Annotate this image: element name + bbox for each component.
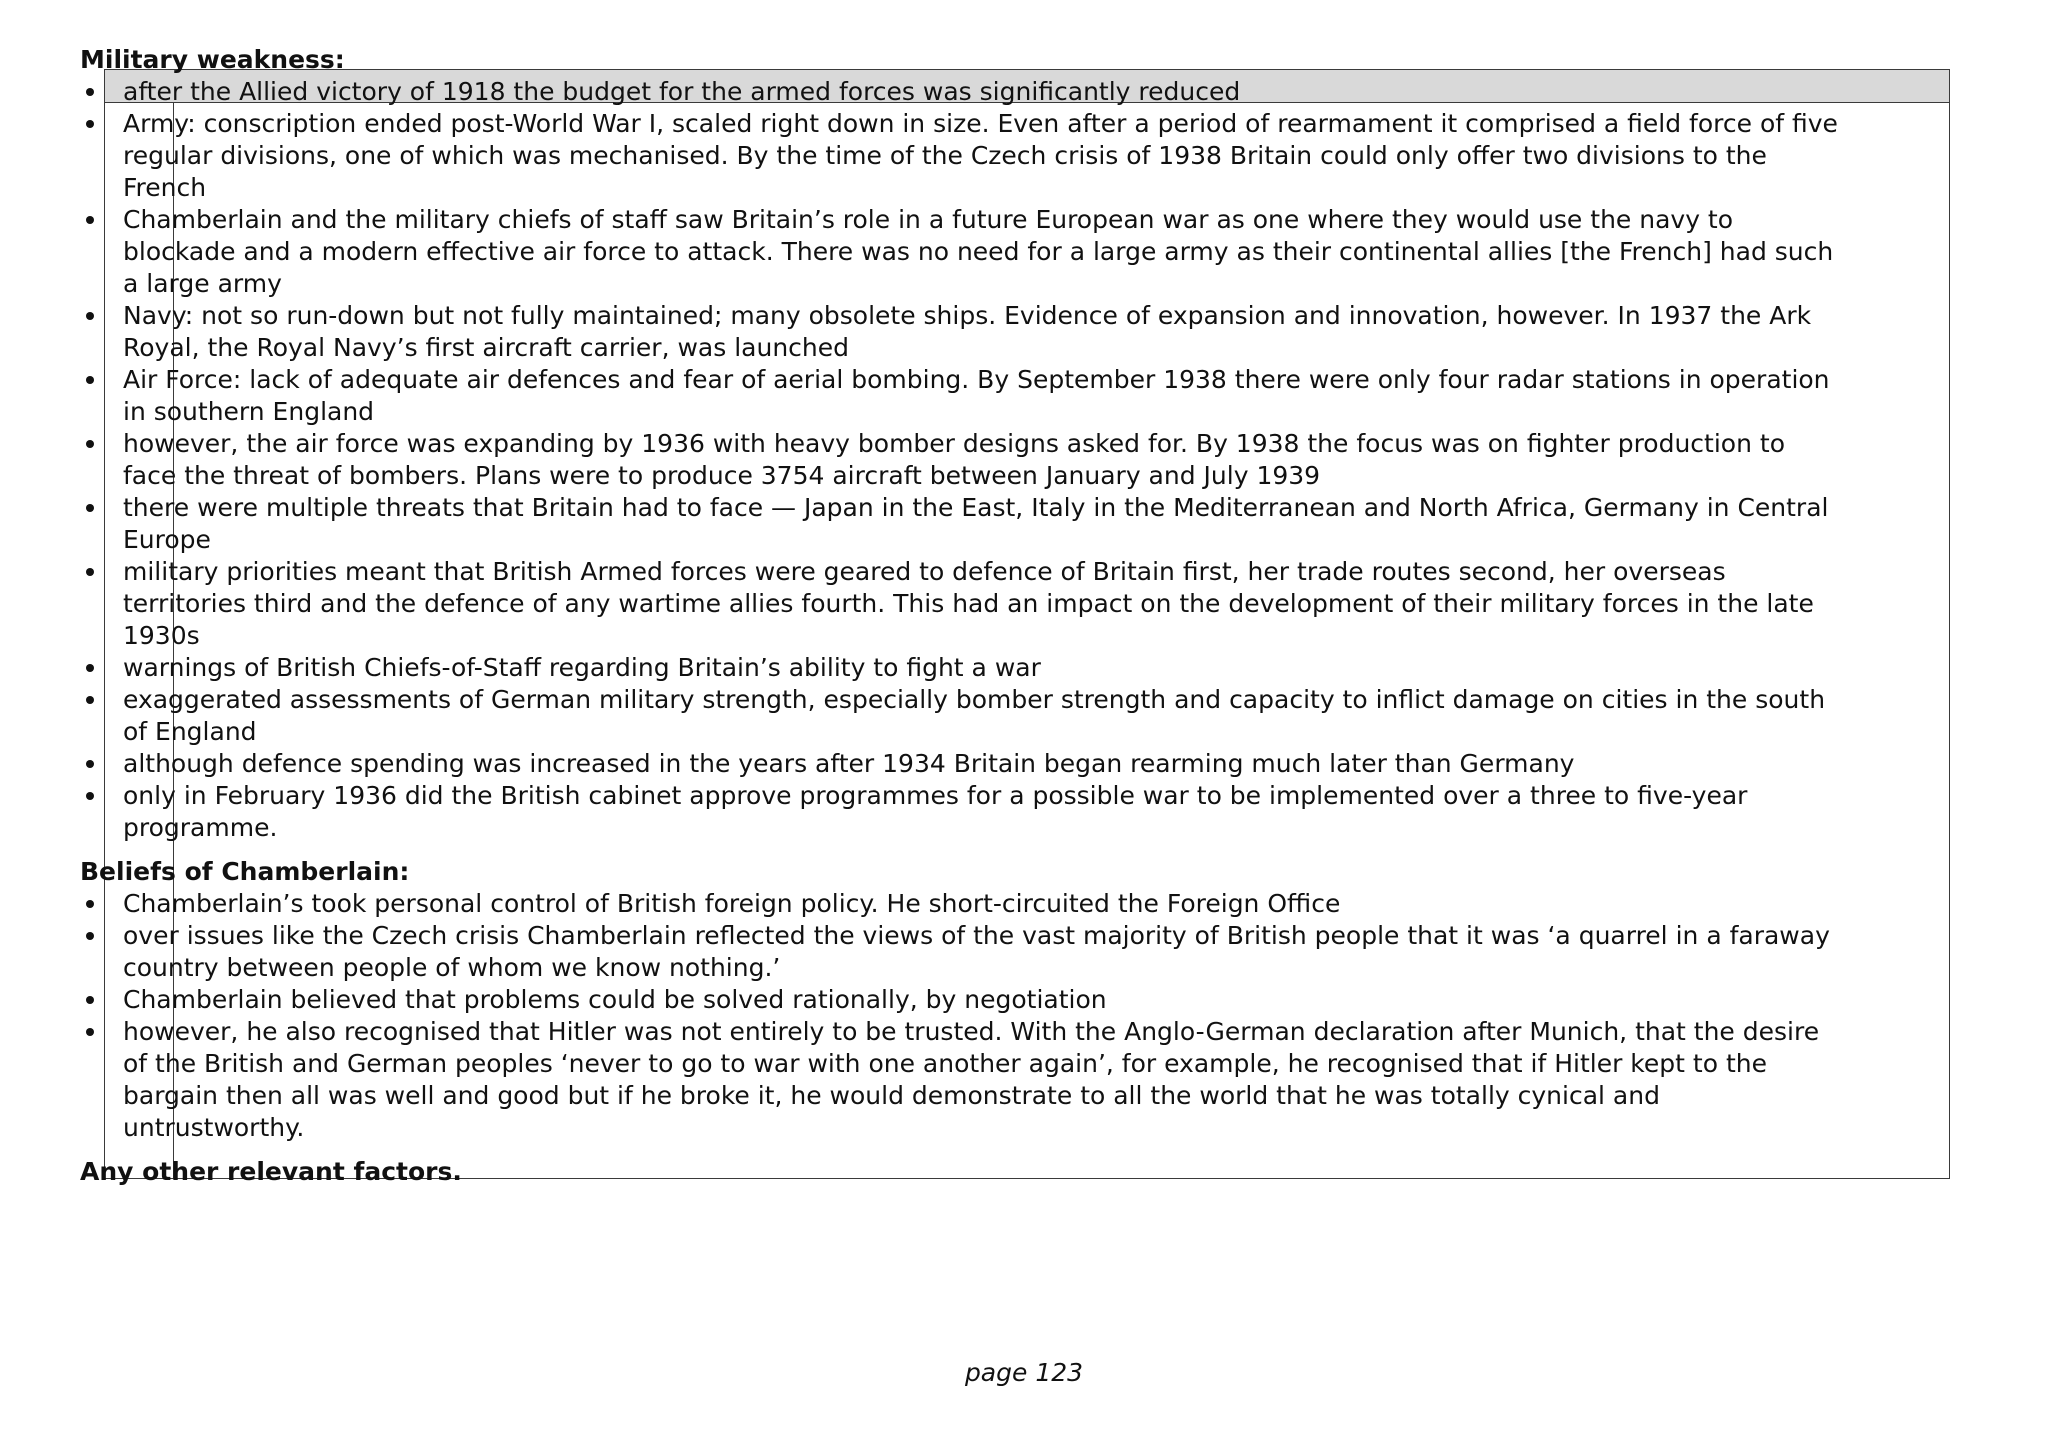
section-heading-military-weakness: Military weakness:	[80, 45, 345, 74]
closing-heading: Any other relevant factors.	[80, 1157, 462, 1186]
list-item	[80, 556, 1840, 652]
bullet-icon	[86, 312, 94, 320]
bullet-icon	[86, 376, 94, 384]
list-item-text: although defence spending was increased in the years after 1934 Britain began rearming much later than Germany	[123, 749, 1575, 778]
bullet-icon	[86, 88, 94, 96]
list-item-text: Air Force: lack of adequate air defences and fear of aerial bombing. By September 1938 there were only four radar stations in operation in southern England	[123, 365, 1830, 426]
list-item	[80, 1016, 1840, 1144]
list-item	[80, 492, 1840, 556]
table-content	[80, 44, 1840, 1188]
list-item-text: military priorities meant that British Armed forces were geared to defence of Britain first, her trade routes second, her overseas territories third and the defence of any wartime allies fourth. This had an impact on the development of their military forces in the late 1930s	[123, 557, 1814, 650]
bullet-icon	[86, 664, 94, 672]
bullet-icon	[86, 120, 94, 128]
list-item	[80, 684, 1840, 748]
bullet-icon	[86, 792, 94, 800]
section-heading-beliefs-of-chamberlain: Beliefs of Chamberlain:	[80, 857, 410, 886]
page-number: page 123	[964, 1358, 1084, 1387]
bullet-icon	[86, 1028, 94, 1036]
beliefs-of-chamberlain-list	[80, 888, 1840, 1144]
bullet-icon	[86, 760, 94, 768]
bullet-icon	[86, 568, 94, 576]
bullet-icon	[86, 216, 94, 224]
list-item	[80, 204, 1840, 300]
list-item-text: warnings of British Chiefs-of-Staff regarding Britain’s ability to fight a war	[123, 653, 1041, 682]
list-item	[80, 888, 1840, 920]
list-item-text: however, the air force was expanding by 1936 with heavy bomber designs asked for. By 1938 the focus was on fighter production to face the threat of bombers. Plans were to produce 3754 aircraft between January and July 1939	[123, 429, 1785, 490]
list-item	[80, 984, 1840, 1016]
list-item	[80, 76, 1840, 108]
military-weakness-list	[80, 76, 1840, 844]
list-item-text: Chamberlain and the military chiefs of staff saw Britain’s role in a future European war as one where they would use the navy to blockade and a modern effective air force to attack. There was no need for a large army as their continental allies [the French] had such a large army	[123, 205, 1834, 298]
list-item	[80, 428, 1840, 492]
list-item-text: only in February 1936 did the British cabinet approve programmes for a possible war to be implemented over a three to five-year programme.	[123, 781, 1748, 842]
bullet-icon	[86, 996, 94, 1004]
list-item	[80, 652, 1840, 684]
list-item-text: after the Allied victory of 1918 the budget for the armed forces was significantly reduced	[123, 77, 1241, 106]
list-item-text: Chamberlain believed that problems could be solved rationally, by negotiation	[123, 985, 1107, 1014]
bullet-icon	[86, 900, 94, 908]
list-item	[80, 300, 1840, 364]
bullet-icon	[86, 504, 94, 512]
list-item-text: Chamberlain’s took personal control of British foreign policy. He short-circuited the Foreign Office	[123, 889, 1341, 918]
list-item-text: Navy: not so run-down but not fully maintained; many obsolete ships. Evidence of expansion and innovation, however. In 1937 the Ark Royal, the Royal Navy’s first aircraft carrier, was launched	[123, 301, 1812, 362]
list-item-text: there were multiple threats that Britain had to face — Japan in the East, Italy in the Mediterranean and North Africa, Germany in Central Europe	[123, 493, 1829, 554]
list-item	[80, 780, 1840, 844]
list-item-text: Army: conscription ended post-World War I, scaled right down in size. Even after a period of rearmament it comprised a field force of five regular divisions, one of which was mechanised. By the time of the Czech crisis of 1938 Britain could only offer two divisions to the French	[123, 109, 1838, 202]
list-item-text: exaggerated assessments of German military strength, especially bomber strength and capacity to inflict damage on cities in the south of England	[123, 685, 1826, 746]
list-item	[80, 920, 1840, 984]
list-item	[80, 108, 1840, 204]
list-item	[80, 748, 1840, 780]
bullet-icon	[86, 696, 94, 704]
list-item	[80, 364, 1840, 428]
list-item-text: however, he also recognised that Hitler was not entirely to be trusted. With the Anglo-German declaration after Munich, that the desire of the British and German peoples ‘never to go to war with one another again’, for example, he recognised that if Hitler kept to the bargain then all was well and good but if he broke it, he would demonstrate to all the world that he was totally cynical and untrustworthy.	[123, 1017, 1820, 1142]
bullet-icon	[86, 932, 94, 940]
list-item-text: over issues like the Czech crisis Chamberlain reflected the views of the vast majority of British people that it was ‘a quarrel in a faraway country between people of whom we know nothing.’	[123, 921, 1830, 982]
bullet-icon	[86, 440, 94, 448]
